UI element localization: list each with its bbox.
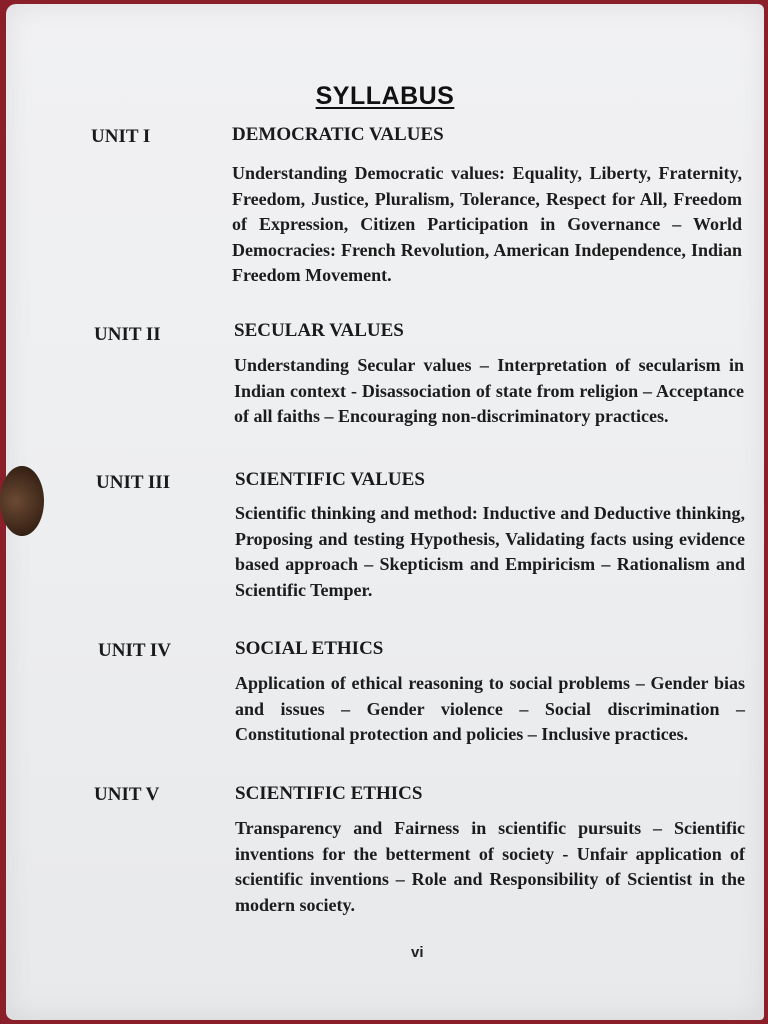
- page-title: [6, 82, 764, 111]
- unit-1-heading: DEMOCRATIC VALUES: [232, 124, 444, 145]
- unit-2-body: Understanding Secular values – Interpretation of secularism in Indian context - Disassociation of state from religion – Acceptance of all faiths – Encouraging non-discriminatory practices.: [234, 355, 744, 426]
- unit-2-heading: SECULAR VALUES: [234, 320, 404, 341]
- unit-5-label: UNIT V: [94, 784, 160, 805]
- title-text: SYLLABUS: [315, 82, 455, 110]
- unit-3-heading: SCIENTIFIC VALUES: [235, 469, 425, 490]
- unit-1-body: Understanding Democratic values: Equality, Liberty, Fraternity, Freedom, Justice, Pluralism, Tolerance, Respect for All, Freedom of Expression, Citizen Participation in Governance – World Democracies: French Revolution, American Independence, Indian Freedom Movement.: [232, 163, 742, 285]
- unit-4-body: Application of ethical reasoning to social problems – Gender bias and issues – Gender violence – Social discrimination – Constitutional protection and policies – Inclusive practices.: [235, 673, 745, 744]
- unit-2-label: UNIT II: [94, 324, 161, 345]
- unit-4-heading: SOCIAL ETHICS: [235, 638, 384, 659]
- book-page: [6, 4, 764, 1020]
- unit-3-body: Scientific thinking and method: Inductive and Deductive thinking, Proposing and testing Hypothesis, Validating facts using evidence based approach – Skepticism and Empiricism – Rationalism and Scientific Temper.: [235, 503, 745, 600]
- page-number: vi: [411, 944, 424, 961]
- unit-3-label: UNIT III: [96, 472, 171, 493]
- unit-5-heading: SCIENTIFIC ETHICS: [235, 783, 423, 804]
- binding-clip: [0, 466, 44, 536]
- unit-1-label: UNIT I: [91, 126, 151, 147]
- unit-5-body: Transparency and Fairness in scientific pursuits – Scientific inventions for the betterment of society - Unfair application of scientific inventions – Role and Responsibility of Scientist in the modern society.: [235, 818, 745, 915]
- unit-4-label: UNIT IV: [98, 640, 172, 661]
